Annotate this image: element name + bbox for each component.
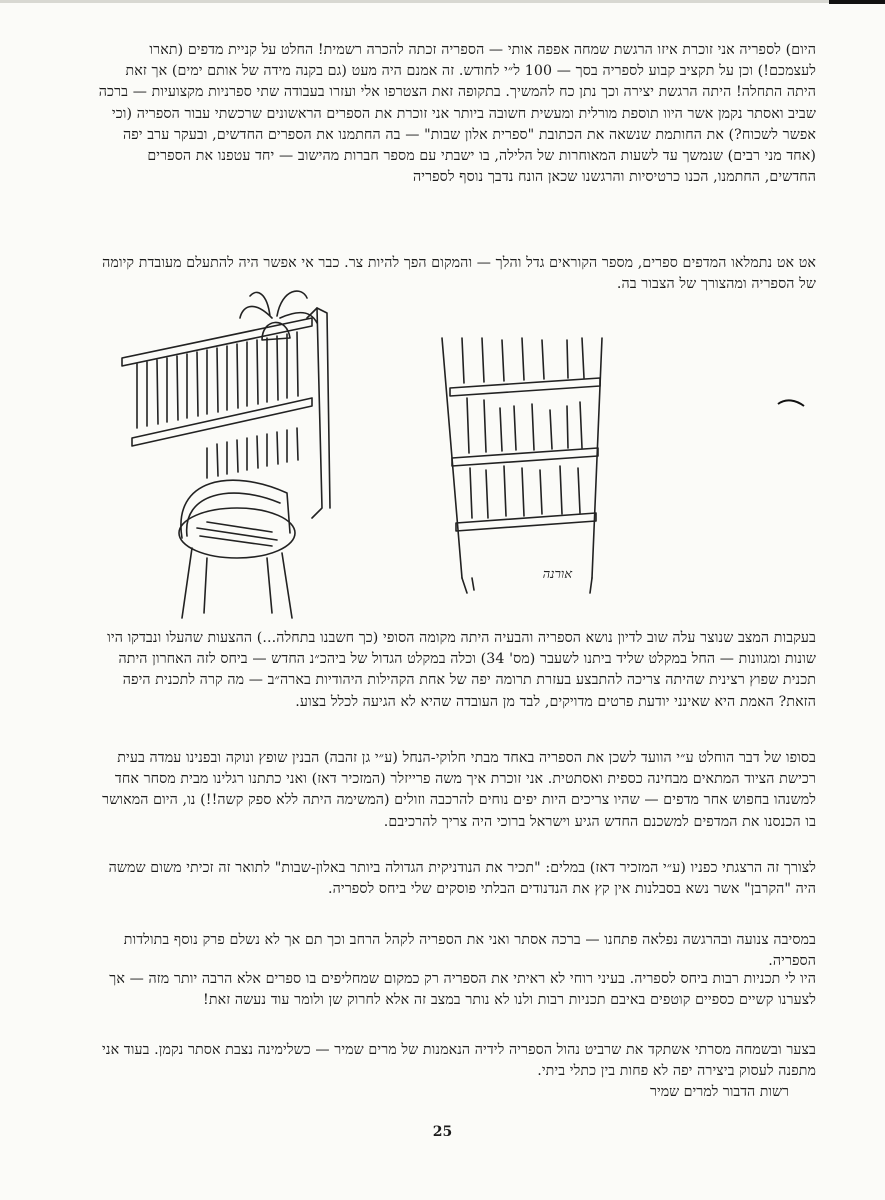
right-bookshelf-drawing: [442, 338, 602, 593]
left-bookshelf-drawing: [122, 291, 330, 618]
paragraph-8: בצער ובשמחה מסרתי אשתקד את שרביט נהול הספריה לידיה הנאמנות של מרים שמיר — כשלימינה נצבת אסתר נקמן. בעוד אני מתפנה לעסוק ביצירה יפה לא פחות בין כתלי ביתי.: [102, 1042, 816, 1080]
scan-edge: [0, 0, 885, 3]
scan-corner-mark: [829, 0, 885, 4]
paragraph-1: היום) לספריה אני זוכרת איזו הרגשת שמחה אפפה אותי — הספריה זכתה להכרה רשמית! החלט על קניית מדפים (תארו לעצמכם!) וכן על תקציב קבוע לספריה בסך — 100 ל״י לחודש. זה אמנם היה מעט (גם בקנה מידה של אותם ימים) אך זאת היתה התחלה! היתה הרגשת יצירה וכך נתן כח להמשיך. בתקופה זאת הצטרפו אלי ועזרו בעבודה שתי ספרניות מקצועיות — ברכה שביב ואסתר נקמן אשר היוו תוספת מורלית ומעשית חשובה ביותר אני זוכרת את הספרים הראשונים שרכשתי עבור הספריה (וכי אפשר לשכוח?) את החותמת שנשאה את הכתובת "ספרית אלון שבות" — בה החתמנו את הספרים החדשים, ובעקר ערב יפה (אחד מני רבים) שנמשך עד לשעות המאוחרות של הלילה, בו ישבתי עם מספר חברות מהישוב — יחד עטפנו את הספרים החדשים, החתמנו, הכנו כרטיסיות והרגשנו שכאן הונח נדבך נוסף לספריה: [98, 42, 816, 186]
paragraph-2: אט אט נתמלאו המדפים ספרים, מספר הקוראים גדל והלך — והמקום הפך להיות צר. כבר אי אפשר היה להתעלם מעובדת קיומה של הספריה ומהצורך של הצבור בה.: [102, 255, 816, 293]
library-illustration: [112, 278, 632, 628]
paragraph-4: בסופו של דבר הוחלט ע״י הוועד לשכן את הספריה באחד מבתי חלוקי-הנחל (ע״י גן זהבה) הבנין שופץ ונוקה ובפנינו עמדה בעית רכישת הציוד המתאים מבחינה כספית ואסתטית. אני זוכרת איך משה פרייזלר (המזכיר דאז) ואני כתתנו רגלינו מבית מסחר אחד למשנהו בחפוש אחר מדפים — שהיו צריכים היות יפים נוחים להרכבה וזולים (המשימה היתה ללא ספק קשה!!) נו, היום המאושר בו הכנסנו את המדפים למשכנם החדש הגיע וישראל ברוכי היה צריך להרכיבם.: [102, 750, 816, 830]
paragraph-7: היו לי תכניות רבות ביחס לספריה. בעיני רוחי לא ראיתי את הספריה רק כמקום שמחליפים בו ספרים אלא הרבה יותר מזה — אך לצערנו קשיים כספיים קוטפים באיבם תכניות רבות ולנו לא נותר במצב זה אלא לחרוק שן ולומר עוד נעשה זאת!: [109, 971, 816, 1009]
margin-pen-mark: [776, 396, 806, 410]
artist-signature: אורנה: [542, 567, 572, 582]
paragraph-5: לצורך זה הרצגתי כפניו (ע״י המזכיר דאז) במלים: "תכיר את הנודניקית הגדולה ביותר באלון-שבות" לתואר זה זכיתי משום שמשה היה "הקרבן" אשר נשא בסבלנות אין קץ את הנדנודים הבלתי פוסקים שלי ביחס לספריה.: [108, 860, 816, 898]
paragraph-3: בעקבות המצב שנוצר עלה שוב לדיון נושא הספריה והבעיה היתה מקומה הסופי (כך חשבנו בתחלה...) ההצעות שהעלו ונבדקו היו שונות ומגוונות — החל במקלט שליד ביתנו לשעבר (מס' 34) וכלה במקלט הגדול של ביהכ״נ החדש — ביחס לזה האחרון היתה תכנית שפוץ רצינית שהיתה צריכה להתבצע בעזרת תרומה יפה של אחת הקהילות היהודיות בארה״ב — מה קרה לתכנית היפה הזאת? האמת היא שאינני יודעת פרטים מדויקים, לבד מן העובדה שהיא לא הגיעה לכלל בצוע.: [107, 630, 816, 710]
author-credit: רשות הדבור למרים שמיר: [650, 1084, 789, 1100]
paragraph-6: במסיבה צנועה ובהרגשה נפלאה פתחנו — ברכה אסתר ואני את הספריה לקהל הרחב וכך תם אך לא נשלם פרק נוסף בתולדות הספריה.: [123, 932, 816, 970]
page-number: 25: [432, 1124, 453, 1140]
